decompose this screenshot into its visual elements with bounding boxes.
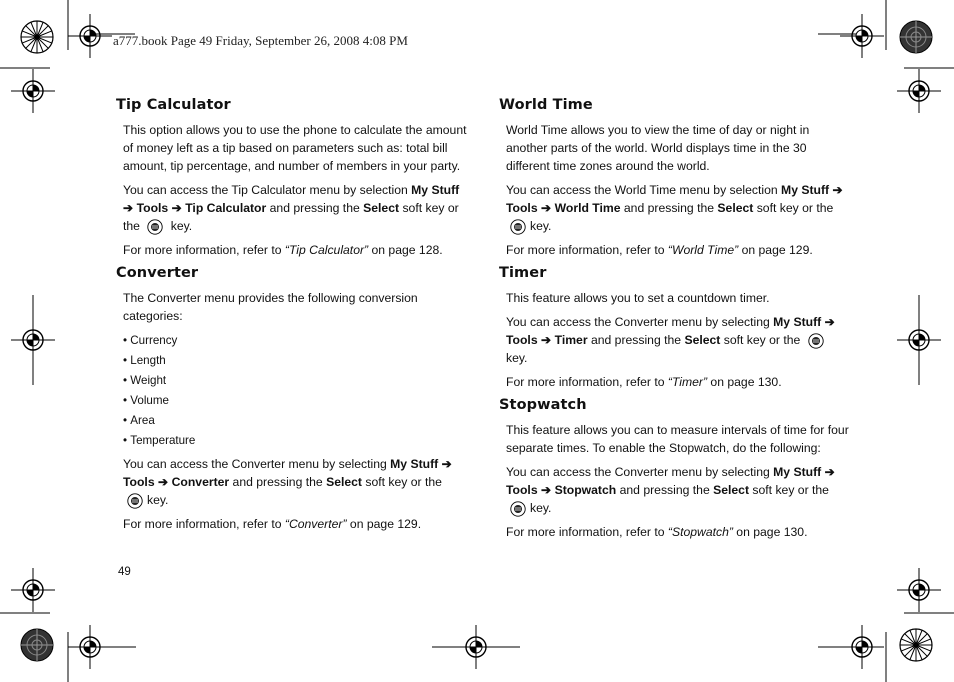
access-instructions: You can access the Tip Calculator menu by selection My Stuff ➔ Tools ➔ Tip Calculator and pressing the Select soft key or the key.: [123, 183, 460, 233]
menu-key-icon: [147, 219, 163, 235]
section-heading: World Time: [499, 97, 593, 113]
star-target-top-left: [21, 21, 53, 53]
menu-key-icon: [127, 493, 143, 509]
intro-text: The Converter menu provides the following conversion categories:: [123, 291, 418, 323]
access-instructions: You can access the Converter menu by selecting My Stuff ➔ Tools ➔ Timer and pressing the Select soft key or the key.: [506, 315, 835, 365]
section-tip-calculator: [116, 97, 468, 259]
section-stopwatch: [499, 397, 851, 541]
section-heading: Tip Calculator: [116, 97, 231, 113]
section-heading: Timer: [499, 265, 547, 281]
section-world-time: [499, 97, 851, 259]
conversion-list: [123, 331, 468, 451]
access-instructions: You can access the Converter menu by selecting My Stuff ➔ Tools ➔ Converter and pressing the Select soft key or the key.: [123, 457, 452, 507]
reference-text: For more information, refer to “Stopwatch” on page 130.: [506, 525, 808, 539]
color-target-top-right: [900, 21, 932, 53]
page-number: 49: [118, 566, 131, 578]
menu-key-icon: [510, 501, 526, 517]
section-converter: [116, 265, 468, 533]
access-instructions: You can access the World Time menu by selection My Stuff ➔ Tools ➔ World Time and pressing the Select soft key or the key.: [506, 183, 843, 233]
intro-text: This option allows you to use the phone to calculate the amount of money left as a tip based on parameters such as: total bill amount, tip percentage, and number of members in your party.: [123, 123, 467, 173]
list-item: • Currency: [123, 331, 468, 351]
right-column: [499, 97, 851, 547]
list-item: • Temperature: [123, 431, 468, 451]
list-item: • Area: [123, 411, 468, 431]
list-item: • Length: [123, 351, 468, 371]
print-slug: a777.book Page 49 Friday, September 26, 2008 4:08 PM: [113, 33, 408, 48]
menu-key-icon: [808, 333, 824, 349]
intro-text: World Time allows you to view the time of day or night in another parts of the world. World displays time in the 30 different time zones around the world.: [506, 123, 810, 173]
reference-text: For more information, refer to “Converter” on page 129.: [123, 517, 422, 531]
section-timer: [499, 265, 851, 391]
reference-text: For more information, refer to “Tip Calculator” on page 128.: [123, 243, 443, 257]
left-column: [116, 97, 468, 539]
access-instructions: You can access the Converter menu by selecting My Stuff ➔ Tools ➔ Stopwatch and pressing the Select soft key or the key.: [506, 465, 835, 515]
list-item: • Weight: [123, 371, 468, 391]
section-heading: Stopwatch: [499, 397, 587, 413]
reference-text: For more information, refer to “Timer” on page 130.: [506, 375, 782, 389]
reference-text: For more information, refer to “World Time” on page 129.: [506, 243, 813, 257]
intro-text: This feature allows you can to measure intervals of time for four separate times. To enable the Stopwatch, do the following:: [506, 423, 849, 455]
list-item: • Volume: [123, 391, 468, 411]
intro-text: This feature allows you to set a countdown timer.: [506, 291, 770, 305]
color-target-bottom-left: [21, 629, 53, 661]
section-heading: Converter: [116, 265, 199, 281]
menu-key-icon: [510, 219, 526, 235]
star-target-bottom-right: [900, 629, 932, 661]
